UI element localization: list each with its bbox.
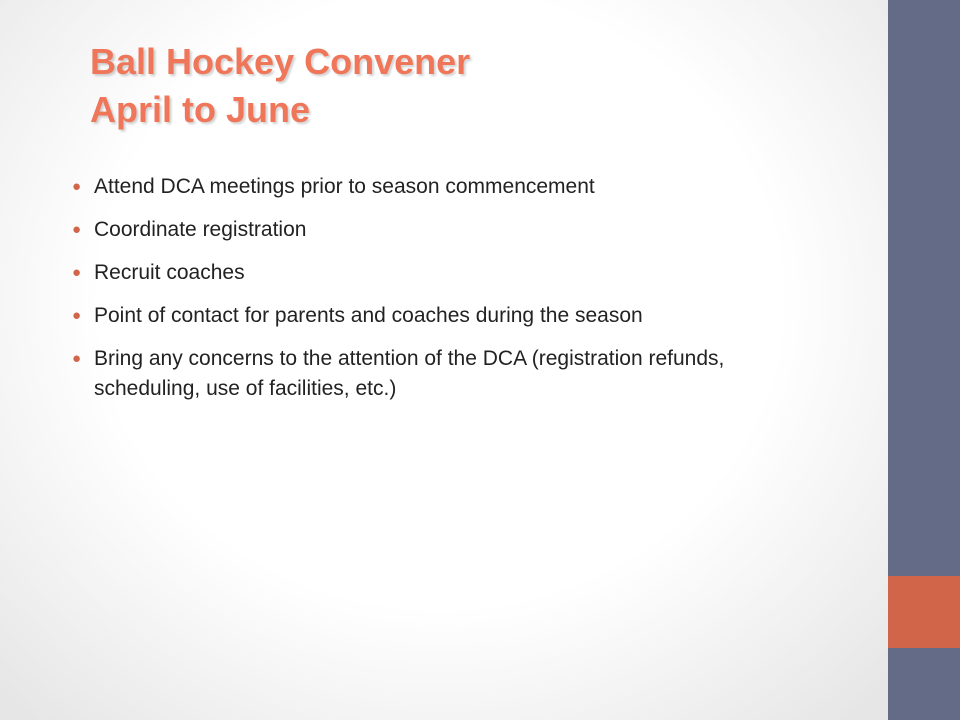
bullet-item: [72, 215, 832, 245]
bullet-item: [72, 172, 832, 202]
bullet-text: Attend DCA meetings prior to season commencement: [94, 175, 595, 198]
bullet-text: Coordinate registration: [94, 218, 307, 241]
bullet-item: [72, 344, 832, 404]
bullet-list: [72, 172, 832, 417]
bullet-icon: ●: [72, 307, 82, 324]
title-line-2: April to June: [90, 89, 311, 130]
bullet-icon: ●: [72, 221, 82, 238]
bullet-item: [72, 301, 832, 331]
bullet-text: Point of contact for parents and coaches during the season: [94, 304, 643, 327]
bullet-icon: ●: [72, 264, 82, 281]
bullet-icon: ●: [72, 178, 82, 195]
bullet-icon: ●: [72, 350, 82, 367]
bullet-text: Recruit coaches: [94, 261, 245, 284]
sidebar-accent-block: [888, 576, 960, 648]
bullet-text: Bring any concerns to the attention of the DCA (registration refunds, scheduling, use of facilities, etc.): [94, 347, 725, 400]
bullet-item: [72, 258, 832, 288]
slide-title: [90, 38, 850, 134]
title-line-1: Ball Hockey Convener: [90, 41, 471, 82]
